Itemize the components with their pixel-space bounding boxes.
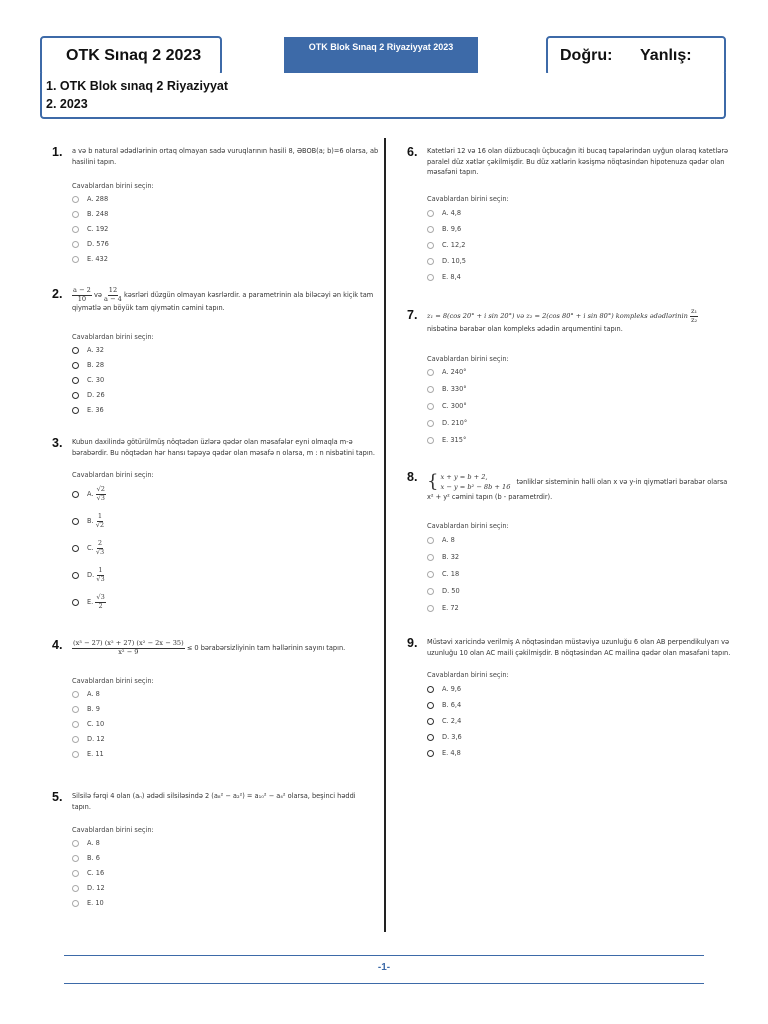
option-e[interactable]: E. 4,8 xyxy=(427,747,461,759)
fraction: $\frac{a - 2}{10}$ xyxy=(73,286,91,303)
footer-rule-bottom xyxy=(64,983,704,984)
option-d[interactable]: D. 12 xyxy=(72,882,105,894)
radio-icon[interactable] xyxy=(427,718,434,725)
option-d[interactable]: D. 12 xyxy=(72,733,105,745)
fraction: 1 √3 xyxy=(96,566,105,583)
exam-banner: OTK Blok Sınaq 2 Riyaziyyat 2023 xyxy=(284,37,478,73)
choose-prompt: Cavablardan birini seçin: xyxy=(427,671,509,679)
choose-prompt: Cavablardan birini seçin: xyxy=(427,195,509,203)
option-e[interactable]: E. 11 xyxy=(72,748,104,760)
radio-icon[interactable] xyxy=(427,258,434,265)
radio-icon[interactable] xyxy=(72,900,79,907)
column-divider xyxy=(384,138,386,932)
option-e[interactable]: E. 10 xyxy=(72,897,104,909)
fraction: √2 √3 xyxy=(96,485,106,502)
correct-label: Doğru: xyxy=(560,47,613,64)
option-c[interactable]: C. 10 xyxy=(72,718,104,730)
option-a[interactable]: A. 4,8 xyxy=(427,207,461,219)
fraction: $\frac{\text{z₁}}{\text{z₂}}$ xyxy=(690,307,698,324)
question-text: Müstəvi xaricində verilmiş A nöqtəsindən müstəviyə uzunluğu 6 olan AB perpendikulyarı və uzunluğu 10 olan AC maili çəkilmişdir. B nöqtəsindən AC mailinə qədər olan məsafəni tapın. xyxy=(427,638,731,657)
option-d[interactable]: D. 10,5 xyxy=(427,255,466,267)
question-number: 1. xyxy=(52,145,63,159)
option-c[interactable]: C. 18 xyxy=(427,568,459,580)
option-c[interactable]: C. 30 xyxy=(72,374,104,386)
radio-icon[interactable] xyxy=(72,721,79,728)
radio-icon[interactable] xyxy=(72,491,79,498)
radio-icon[interactable] xyxy=(427,588,434,595)
fraction: 1 √2 xyxy=(95,512,105,529)
question-text: z₁ = 8(cos 20° + i sin 20°) və z₂ = 2(cos 80° + i sin 80°) kompleks ədədlərinin $\frac{\text{z₁}}{\text{z₂}}$ nisbətinə bərabər olan kompleks ədədin arqumentini tapın. xyxy=(427,307,698,333)
brace: { xyxy=(427,471,439,492)
choose-prompt: Cavablardan birini seçin: xyxy=(72,333,154,341)
option-d[interactable]: D. 26 xyxy=(72,389,105,401)
score-box xyxy=(546,36,726,76)
fraction: $\frac{12}{a - 4}$ xyxy=(104,286,122,303)
question-number: 8. xyxy=(407,470,418,484)
radio-icon[interactable] xyxy=(427,226,434,233)
option-c[interactable]: C. 2 √3 xyxy=(72,536,104,560)
question-number: 4. xyxy=(52,638,63,652)
question-text: { x + y = b + 2, x − y = b² − 8b + 16 tənliklər sisteminin həlli olan x və y-in qiymətləri bərabər olarsa x² + y² cəmini tapın (b - parametrdir). xyxy=(427,471,728,501)
option-d[interactable]: D. 576 xyxy=(72,238,109,250)
radio-icon[interactable] xyxy=(427,369,434,376)
radio-icon[interactable] xyxy=(72,870,79,877)
option-e[interactable]: E. 432 xyxy=(72,253,108,265)
option-c[interactable]: C. 16 xyxy=(72,867,104,879)
option-c[interactable]: C. 12,2 xyxy=(427,239,465,251)
option-a[interactable]: A. 288 xyxy=(72,193,108,205)
page-number: -1- xyxy=(377,962,391,973)
radio-icon[interactable] xyxy=(427,420,434,427)
radio-icon[interactable] xyxy=(72,226,79,233)
option-b[interactable]: B. 32 xyxy=(427,551,459,563)
choose-prompt: Cavablardan birini seçin: xyxy=(72,826,154,834)
radio-icon[interactable] xyxy=(72,840,79,847)
radio-icon[interactable] xyxy=(72,599,79,606)
radio-icon[interactable] xyxy=(427,554,434,561)
question-number: 3. xyxy=(52,436,63,450)
option-a[interactable]: A. 8 xyxy=(427,534,455,546)
question-text: a və b natural ədədlərinin ortaq olmayan sadə vuruqlarının hasili 8, ƏBOB(a; b)=6 olarsa, ab hasilini tapın. xyxy=(72,147,379,166)
radio-icon[interactable] xyxy=(427,734,434,741)
radio-icon[interactable] xyxy=(72,855,79,862)
question-number: 9. xyxy=(407,636,418,650)
option-b[interactable]: B. 6 xyxy=(72,852,100,864)
option-e[interactable]: E. 315° xyxy=(427,434,466,446)
option-b[interactable]: B. 248 xyxy=(72,208,108,220)
radio-icon[interactable] xyxy=(72,211,79,218)
radio-icon[interactable] xyxy=(427,702,434,709)
topic-line-1: 1. OTK Blok sınaq 2 Riyaziyyat xyxy=(46,79,229,93)
radio-icon[interactable] xyxy=(427,386,434,393)
question-number: 7. xyxy=(407,308,418,322)
radio-icon[interactable] xyxy=(72,196,79,203)
question-text: Kubun daxilində götürülmüş nöqtədən üzlərə qədər olan məsafələr eyni olmaqla m-ə bərabərdir. Bu nöqtədən hər hansı təpəyə qədər olan məsafə n olarsa, m : n nisbətini tapın. xyxy=(72,438,375,457)
option-c[interactable]: C. 300° xyxy=(427,400,467,412)
radio-icon[interactable] xyxy=(72,407,79,414)
question-number: 5. xyxy=(52,790,63,804)
choose-prompt: Cavablardan birini seçin: xyxy=(72,471,154,479)
option-b[interactable]: B. 1 √2 xyxy=(72,509,104,533)
option-e[interactable]: E. √3 2 xyxy=(72,590,106,614)
radio-icon[interactable] xyxy=(72,572,79,579)
option-a[interactable]: A. 32 xyxy=(72,344,104,356)
fraction: $\frac{\text{(x³ − 27) (x² + 27) (x² − 2x − 35)}}{\text{x² − 9}}$ xyxy=(73,639,184,656)
radio-icon[interactable] xyxy=(427,210,434,217)
question-text: Katetləri 12 və 16 olan düzbucaqlı üçbucağın iti bucaq təpələrindən uyğun olaraq katetlərə paralel düz xətlər çəkilmişdir. Bu düz xətlərin kəsişmə nöqtəsindən hipotenuza qədər olan məsafəni tapın. xyxy=(427,147,729,176)
choose-prompt: Cavablardan birini seçin: xyxy=(427,522,509,530)
radio-icon[interactable] xyxy=(72,377,79,384)
option-e[interactable]: E. 36 xyxy=(72,404,104,416)
topic-line-2: 2. 2023 xyxy=(46,97,88,111)
radio-icon[interactable] xyxy=(427,537,434,544)
radio-icon[interactable] xyxy=(72,241,79,248)
fraction: √3 2 xyxy=(96,593,105,610)
question-number: 6. xyxy=(407,145,418,159)
radio-icon[interactable] xyxy=(72,518,79,525)
radio-icon[interactable] xyxy=(72,691,79,698)
option-d[interactable]: D. 50 xyxy=(427,585,460,597)
option-d[interactable]: D. 3,6 xyxy=(427,731,462,743)
fraction: 2 √3 xyxy=(95,539,105,556)
option-d[interactable]: D. 1 √3 xyxy=(72,563,105,587)
radio-icon[interactable] xyxy=(72,347,79,354)
option-e[interactable]: E. 8,4 xyxy=(427,271,461,283)
option-b[interactable]: B. 9,6 xyxy=(427,223,461,235)
option-a[interactable]: A. 240° xyxy=(427,366,466,378)
footer-rule-top xyxy=(64,955,704,956)
radio-icon[interactable] xyxy=(72,392,79,399)
radio-icon[interactable] xyxy=(427,274,434,281)
radio-icon[interactable] xyxy=(427,437,434,444)
option-a[interactable]: A. √2 √3 xyxy=(72,482,106,506)
question-text: $\frac{a - 2}{10}$ və $\frac{12}{a - 4}$ kəsrləri düzgün olmayan kəsrlərdir. a parametrinin ala biləcəyi ən kiçik tam qiymətlə ən böyük tam qiymətin cəmini tapın. xyxy=(72,286,374,312)
option-b[interactable]: B. 28 xyxy=(72,359,104,371)
radio-icon[interactable] xyxy=(427,750,434,757)
question-number: 2. xyxy=(52,287,63,301)
option-c[interactable]: C. 192 xyxy=(72,223,108,235)
radio-icon[interactable] xyxy=(72,706,79,713)
option-a[interactable]: A. 8 xyxy=(72,837,100,849)
radio-icon[interactable] xyxy=(427,605,434,612)
radio-icon[interactable] xyxy=(427,686,434,693)
radio-icon[interactable] xyxy=(72,885,79,892)
radio-icon[interactable] xyxy=(427,242,434,249)
radio-icon[interactable] xyxy=(427,403,434,410)
question-text: Silsilə fərqi 4 olan (aₙ) ədədi silsiləsində 2 (a₈² − a₂²) = a₁₀² − a₄² olarsa, beşinci həddi tapın. xyxy=(72,792,356,811)
option-b[interactable]: B. 330° xyxy=(427,383,467,395)
option-a[interactable]: A. 8 xyxy=(72,688,100,700)
radio-icon[interactable] xyxy=(72,751,79,758)
choose-prompt: Cavablardan birini seçin: xyxy=(427,355,509,363)
question-text: $\frac{\text{(x³ − 27) (x² + 27) (x² − 2x − 35)}}{\text{x² − 9}}$ ≤ 0 bərabərsizliyinin tam həllərinin sayını tapın. xyxy=(73,639,346,656)
radio-icon[interactable] xyxy=(72,256,79,263)
option-d[interactable]: D. 210° xyxy=(427,417,467,429)
radio-icon[interactable] xyxy=(72,736,79,743)
option-e[interactable]: E. 72 xyxy=(427,602,459,614)
option-b[interactable]: B. 6,4 xyxy=(427,699,461,711)
option-b[interactable]: B. 9 xyxy=(72,703,100,715)
exam-title: OTK Sınaq 2 2023 xyxy=(66,47,202,64)
choose-prompt: Cavablardan birini seçin: xyxy=(72,677,154,685)
radio-icon[interactable] xyxy=(427,571,434,578)
option-a[interactable]: A. 9,6 xyxy=(427,683,461,695)
radio-icon[interactable] xyxy=(72,545,79,552)
exam-title-box xyxy=(40,36,222,76)
radio-icon[interactable] xyxy=(72,362,79,369)
option-c[interactable]: C. 2,4 xyxy=(427,715,461,727)
topic-box xyxy=(40,73,726,119)
wrong-label: Yanlış: xyxy=(640,47,692,64)
choose-prompt: Cavablardan birini seçin: xyxy=(72,182,154,190)
